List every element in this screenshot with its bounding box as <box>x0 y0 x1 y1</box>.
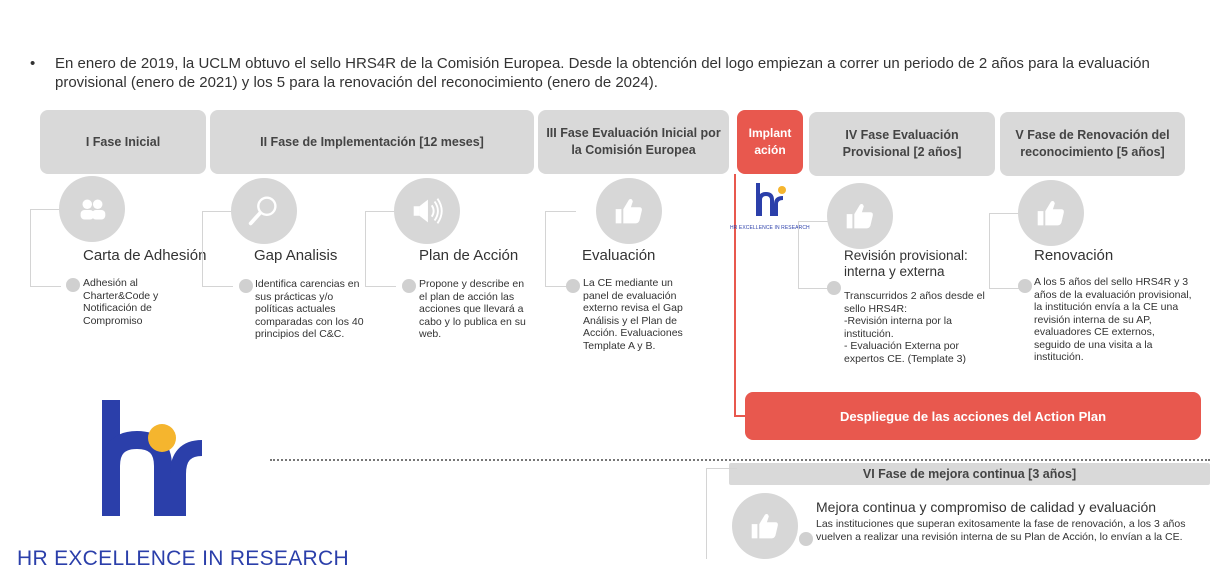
connector-mejora <box>706 468 737 559</box>
evaluacion-circle <box>596 178 662 244</box>
gap-dot <box>239 279 253 293</box>
connector-revision <box>798 221 829 289</box>
evaluacion-desc: La CE mediante un panel de evaluación externo revisa el Gap Análisis y el Plan de Acción. Evaluaciones Template A y B. <box>583 277 683 352</box>
connector-renovacion <box>989 213 1020 289</box>
carta-circle <box>59 176 125 242</box>
evaluacion-title: Evaluación <box>582 247 656 264</box>
intro-text: En enero de 2019, la UCLM obtuvo el sello HRS4R de la Comisión Europea. Desde la obtención del logo empiezan a correr un periodo de 2 años para la evaluación provisional (enero de 2021) y los 5 para la renovación del reconocimiento (enero de 2024). <box>55 55 1150 91</box>
gap-circle <box>231 178 297 244</box>
revision-dot <box>827 281 841 295</box>
revision-title: Revisión provisional: interna y externa <box>844 248 968 279</box>
carta-dot <box>66 278 80 292</box>
evaluacion-dot <box>566 279 580 293</box>
phase-6-header: VI Fase de mejora continua [3 años] <box>729 463 1210 485</box>
connector-evaluacion <box>545 211 576 287</box>
gap-title: Gap Analisis <box>254 247 338 264</box>
hr-logo-large-text: HR EXCELLENCE IN RESEARCH <box>17 547 349 570</box>
hr-logo-small <box>752 182 792 220</box>
renovacion-circle <box>1018 180 1084 246</box>
thumbs-up-icon <box>610 192 648 230</box>
gap-desc: Identifica carencias en sus prácticas y/o políticas actuales comparadas con los 40 principios del C&C. <box>255 278 364 340</box>
connector-carta <box>30 209 61 287</box>
phase-4-header: IV Fase Evaluación Provisional [2 años] <box>809 112 995 176</box>
magnifier-icon <box>245 192 283 230</box>
plan-dot <box>402 279 416 293</box>
thumbs-up-icon <box>841 197 879 235</box>
thumbs-up-icon <box>746 507 784 545</box>
plan-desc: Propone y describe en el plan de acción las acciones que llevará a cabo y lo publica en su web. <box>419 278 526 340</box>
mejora-desc: Las instituciones que superan exitosamente la fase de renovación, a los 3 años vuelven a realizar una revisión interna de su Plan de Acción, lo envían a la CE. <box>816 518 1186 543</box>
implantacion-line <box>734 174 736 416</box>
renovacion-desc: A los 5 años del sello HRS4R y 3 años de la evaluación provisional, la institución envía a la CE una revisión interna de su AP, evaluadores CE externos, seguido de una visita a la institución. <box>1034 276 1192 363</box>
hr-logo-small-text: HR EXCELLENCE IN RESEARCH <box>730 225 810 231</box>
phase-5-header: V Fase de Renovación del reconocimiento [5 años] <box>1000 112 1185 176</box>
phase-3-header: III Fase Evaluación Inicial por la Comisión Europea <box>538 110 729 174</box>
plan-title: Plan de Acción <box>419 247 519 264</box>
revision-circle <box>827 183 893 249</box>
hr-logo-large <box>98 398 206 518</box>
phase-1-header: I Fase Inicial <box>40 110 206 174</box>
thumbs-up-icon <box>1032 194 1070 232</box>
carta-title: Carta de Adhesión <box>83 247 207 264</box>
connector-gap <box>202 211 233 287</box>
plan-circle <box>394 178 460 244</box>
mejora-circle <box>732 493 798 559</box>
speaker-icon <box>408 192 446 230</box>
people-icon <box>73 190 111 228</box>
renovacion-title: Renovación <box>1034 247 1114 264</box>
mejora-title: Mejora continua y compromiso de calidad y evaluación <box>816 499 1157 515</box>
phase-2-header: II Fase de Implementación [12 meses] <box>210 110 534 174</box>
phase-implantacion-header: Implant ación <box>737 110 803 174</box>
bullet: • <box>30 55 36 72</box>
connector-plan <box>365 211 396 287</box>
revision-desc: Transcurridos 2 años desde el sello HRS4R: -Revisión interna por la institución. - Evaluación Externa por expertos CE. (Template 3) <box>844 290 985 365</box>
mejora-dot <box>799 532 813 546</box>
renovacion-dot <box>1018 279 1032 293</box>
dotted-separator <box>270 459 1210 461</box>
despliegue-action-plan-bar: Despliegue de las acciones del Action Plan <box>745 392 1201 440</box>
carta-desc: Adhesión al Charter&Code y Notificación de Compromiso <box>83 277 159 327</box>
